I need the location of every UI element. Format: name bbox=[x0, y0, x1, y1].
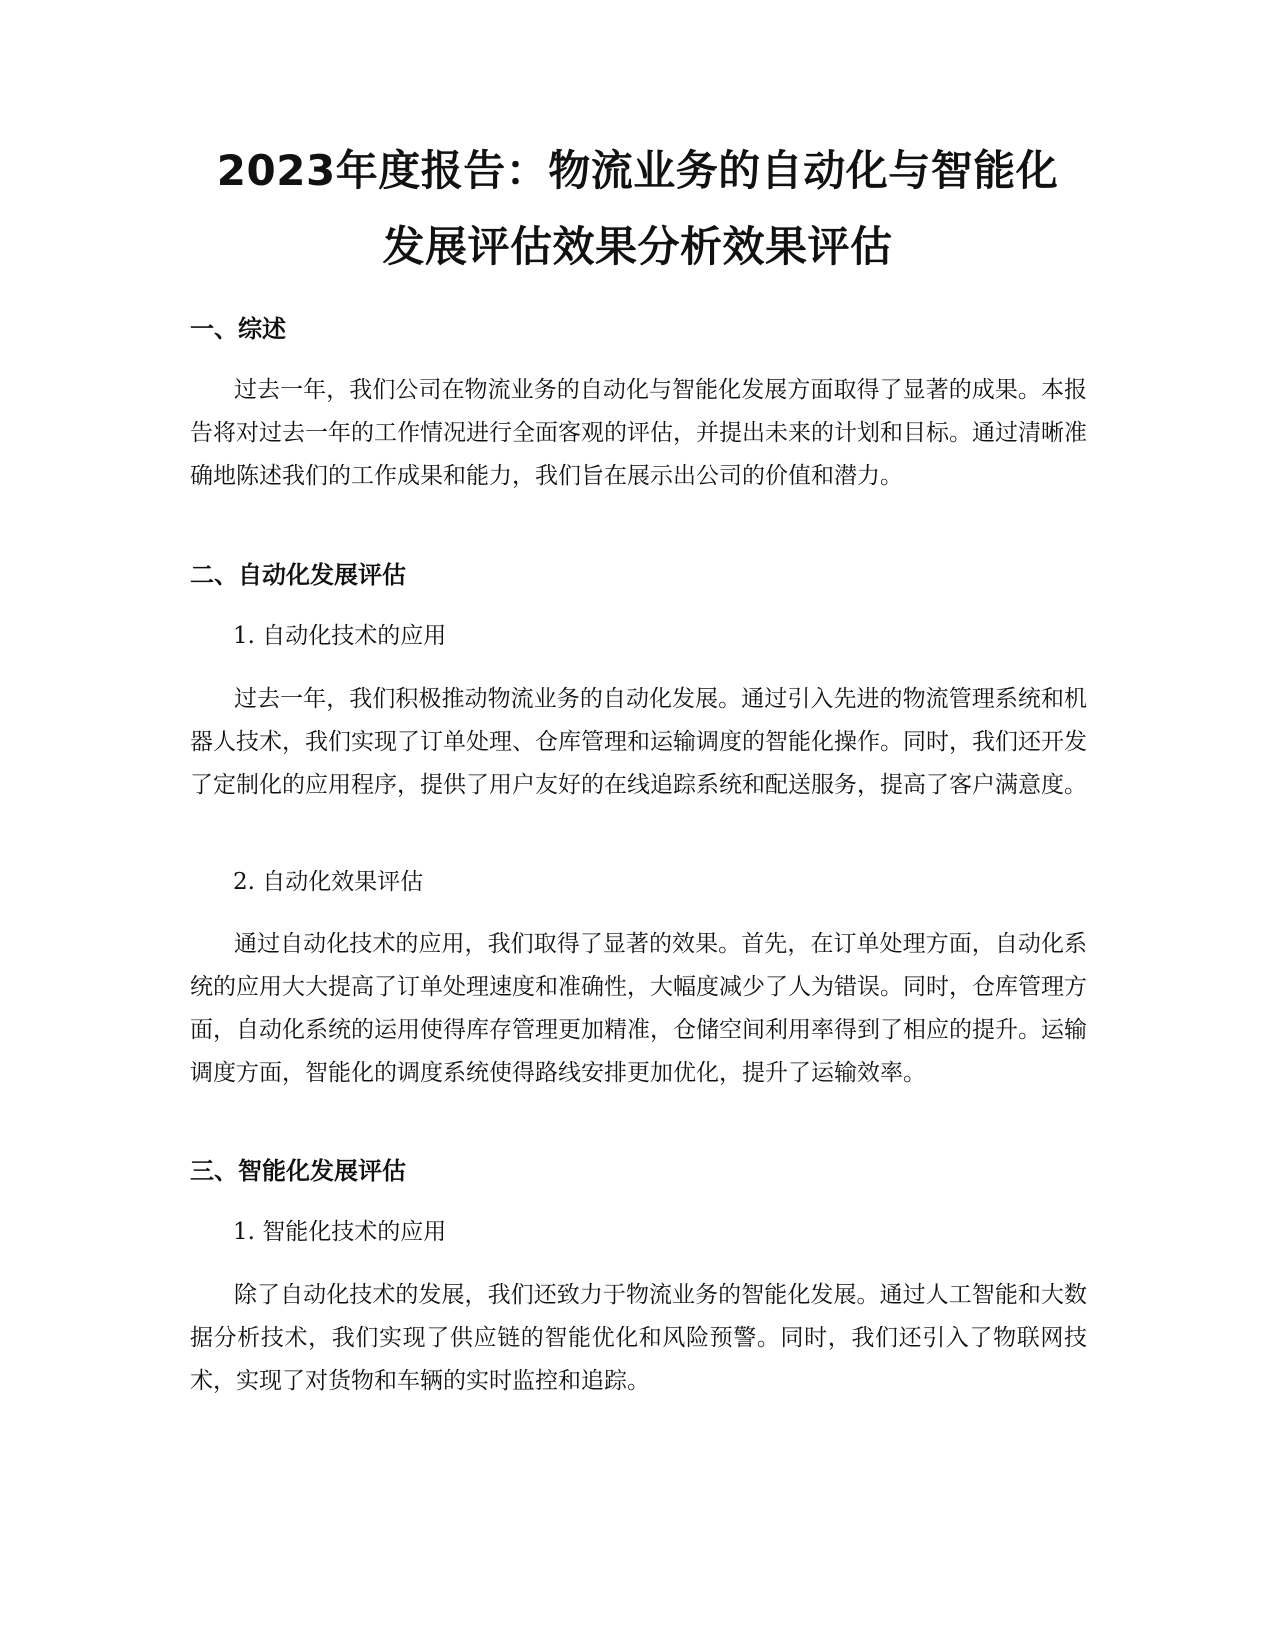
subheading-automation-effect: 2. 自动化效果评估 bbox=[233, 869, 424, 895]
section-heading-automation: 二、自动化发展评估 bbox=[190, 561, 406, 589]
automation-effect-paragraph: 通过自动化技术的应用，我们取得了显著的效果。首先，在订单处理方面，自动化系统的应用大大提高了订单处理速度和准确性，大幅度减少了人为错误。同时，仓库管理方面，自动化系统的运用使得库存管理更加精准，仓储空间利用率得到了相应的提升。运输调度方面，智能化的调度系统使得路线安排更加优化，提升了运输效率。 bbox=[190, 931, 1087, 1086]
document-title-line-2: 发展评估效果分析效果评估 bbox=[382, 222, 893, 271]
document-title-line-1: 2023年度报告：物流业务的自动化与智能化 bbox=[216, 146, 1059, 195]
section-heading-intelligence: 三、智能化发展评估 bbox=[190, 1157, 406, 1185]
overview-paragraph: 过去一年，我们公司在物流业务的自动化与智能化发展方面取得了显著的成果。本报告将对过去一年的工作情况进行全面客观的评估，并提出未来的计划和目标。通过清晰准确地陈述我们的工作成果和能力，我们旨在展示出公司的价值和潜力。 bbox=[190, 377, 1087, 489]
section-heading-overview: 一、综述 bbox=[190, 315, 286, 343]
automation-tech-paragraph: 过去一年，我们积极推动物流业务的自动化发展。通过引入先进的物流管理系统和机器人技术，我们实现了订单处理、仓库管理和运输调度的智能化操作。同时，我们还开发了定制化的应用程序，提供了用户友好的在线追踪系统和配送服务，提高了客户满意度。 bbox=[190, 686, 1087, 798]
subheading-automation-tech: 1. 自动化技术的应用 bbox=[233, 623, 447, 649]
intelligence-tech-paragraph: 除了自动化技术的发展，我们还致力于物流业务的智能化发展。通过人工智能和大数据分析技术，我们实现了供应链的智能优化和风险预警。同时，我们还引入了物联网技术，实现了对货物和车辆的实时监控和追踪。 bbox=[190, 1282, 1087, 1394]
subheading-intelligence-tech: 1. 智能化技术的应用 bbox=[233, 1219, 447, 1245]
